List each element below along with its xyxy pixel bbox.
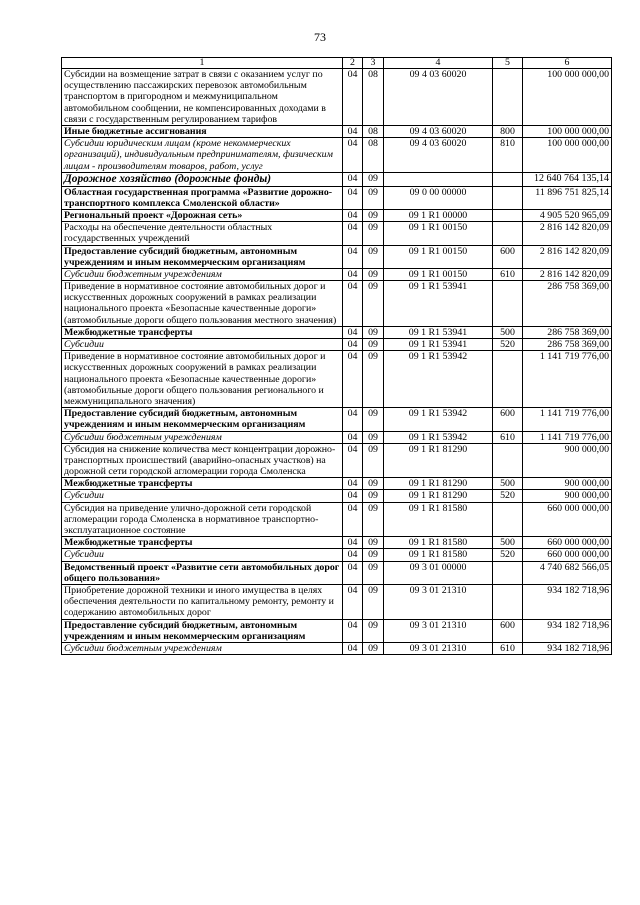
row-section-cell: 04 xyxy=(343,268,363,280)
row-target-article-cell: 09 1 R1 81290 xyxy=(384,443,493,478)
row-target-article-cell: 09 1 R1 00150 xyxy=(384,268,493,280)
row-subsection-cell: 09 xyxy=(363,443,384,478)
row-name-cell: Межбюджетные трансферты xyxy=(62,478,343,490)
table-row xyxy=(62,502,612,537)
row-expense-type-cell xyxy=(493,186,523,209)
row-expense-type-cell: 500 xyxy=(493,326,523,338)
row-name-cell: Иные бюджетные ассигнования xyxy=(62,125,343,137)
row-subsection-cell: 09 xyxy=(363,619,384,642)
row-expense-type-cell xyxy=(493,222,523,245)
row-section-cell: 04 xyxy=(343,478,363,490)
row-name-cell: Дорожное хозяйство (дорожные фонды) xyxy=(62,172,343,186)
row-subsection-cell: 09 xyxy=(363,172,384,186)
row-amount-cell: 100 000 000,00 xyxy=(523,125,612,137)
row-subsection-cell: 09 xyxy=(363,268,384,280)
table-row xyxy=(62,408,612,431)
table-row xyxy=(62,561,612,584)
row-expense-type-cell: 600 xyxy=(493,619,523,642)
row-subsection-cell: 08 xyxy=(363,125,384,137)
table-row xyxy=(62,619,612,642)
row-subsection-cell: 09 xyxy=(363,502,384,537)
table-row xyxy=(62,172,612,186)
row-name-cell: Предоставление субсидий бюджетным, автономным учреждениям и иным некоммерческим организациям xyxy=(62,245,343,268)
row-section-cell: 04 xyxy=(343,245,363,268)
row-expense-type-cell xyxy=(493,443,523,478)
row-name-cell: Предоставление субсидий бюджетным, автономным учреждениям и иным некоммерческим организациям xyxy=(62,619,343,642)
row-name-cell: Приведение в нормативное состояние автомобильных дорог и искусственных дорожных сооружений в рамках реализации национального проекта «Безопасные качественные дороги» (автомобильные дороги общего пользования местного значения) xyxy=(62,281,343,327)
table-row xyxy=(62,209,612,221)
row-name-cell: Субсидии юридическим лицам (кроме некоммерческих организаций), индивидуальным предпринимателям, физическим лицам - производителям товаров, работ, услуг xyxy=(62,138,343,173)
row-subsection-cell: 09 xyxy=(363,431,384,443)
row-expense-type-cell xyxy=(493,209,523,221)
row-section-cell: 04 xyxy=(343,351,363,408)
row-subsection-cell: 09 xyxy=(363,326,384,338)
row-target-article-cell: 09 4 03 60020 xyxy=(384,69,493,126)
table-row xyxy=(62,186,612,209)
row-expense-type-cell: 610 xyxy=(493,268,523,280)
row-subsection-cell: 09 xyxy=(363,408,384,431)
row-name-cell: Субсидии бюджетным учреждениям xyxy=(62,642,343,654)
row-amount-cell: 900 000,00 xyxy=(523,443,612,478)
row-name-cell: Субсидии на возмещение затрат в связи с оказанием услуг по осуществлению пассажирских перевозок автомобильным транспортом в пригородном и межмуниципальном автомобильном сообщении, не компенсированных доходами в связи с государственным регулированием тарифов xyxy=(62,69,343,126)
row-amount-cell: 2 816 142 820,09 xyxy=(523,222,612,245)
row-target-article-cell: 09 4 03 60020 xyxy=(384,138,493,173)
table-row xyxy=(62,490,612,502)
row-name-cell: Областная государственная программа «Развитие дорожно-транспортного комплекса Смоленской области» xyxy=(62,186,343,209)
row-amount-cell: 934 182 718,96 xyxy=(523,584,612,619)
row-section-cell: 04 xyxy=(343,209,363,221)
row-subsection-cell: 09 xyxy=(363,478,384,490)
budget-table xyxy=(61,57,612,655)
row-target-article-cell: 09 1 R1 53941 xyxy=(384,339,493,351)
table-row xyxy=(62,268,612,280)
row-target-article-cell: 09 1 R1 81580 xyxy=(384,537,493,549)
table-row xyxy=(62,138,612,173)
row-subsection-cell: 09 xyxy=(363,584,384,619)
row-expense-type-cell xyxy=(493,172,523,186)
row-name-cell: Предоставление субсидий бюджетным, автономным учреждениям и иным некоммерческим организациям xyxy=(62,408,343,431)
row-subsection-cell: 09 xyxy=(363,222,384,245)
row-target-article-cell: 09 1 R1 00000 xyxy=(384,209,493,221)
row-expense-type-cell: 600 xyxy=(493,245,523,268)
row-name-cell: Субсидии xyxy=(62,339,343,351)
row-expense-type-cell: 610 xyxy=(493,431,523,443)
row-name-cell: Субсидии бюджетным учреждениям xyxy=(62,268,343,280)
row-subsection-cell: 08 xyxy=(363,138,384,173)
row-expense-type-cell xyxy=(493,502,523,537)
row-subsection-cell: 09 xyxy=(363,490,384,502)
row-name-cell: Субсидии xyxy=(62,549,343,561)
row-target-article-cell: 09 1 R1 53942 xyxy=(384,431,493,443)
row-section-cell: 04 xyxy=(343,642,363,654)
table-row xyxy=(62,443,612,478)
row-amount-cell: 1 141 719 776,00 xyxy=(523,431,612,443)
row-expense-type-cell xyxy=(493,69,523,126)
row-subsection-cell: 09 xyxy=(363,245,384,268)
table-row xyxy=(62,549,612,561)
header-col-4: 4 xyxy=(384,58,493,69)
row-expense-type-cell: 800 xyxy=(493,125,523,137)
row-subsection-cell: 09 xyxy=(363,351,384,408)
row-expense-type-cell: 810 xyxy=(493,138,523,173)
row-amount-cell: 286 758 369,00 xyxy=(523,326,612,338)
row-section-cell: 04 xyxy=(343,408,363,431)
row-section-cell: 04 xyxy=(343,537,363,549)
row-section-cell: 04 xyxy=(343,125,363,137)
row-name-cell: Межбюджетные трансферты xyxy=(62,537,343,549)
row-amount-cell: 12 640 764 135,14 xyxy=(523,172,612,186)
row-amount-cell: 286 758 369,00 xyxy=(523,281,612,327)
header-col-5: 5 xyxy=(493,58,523,69)
row-name-cell: Субсидии xyxy=(62,490,343,502)
row-target-article-cell: 09 3 01 21310 xyxy=(384,619,493,642)
row-section-cell: 04 xyxy=(343,619,363,642)
table-row xyxy=(62,222,612,245)
table-row xyxy=(62,245,612,268)
row-amount-cell: 100 000 000,00 xyxy=(523,69,612,126)
page-number: 73 xyxy=(314,30,326,44)
table-row xyxy=(62,339,612,351)
row-name-cell: Субсидия на снижение количества мест концентрации дорожно-транспортных происшествий (аварийно-опасных участков) на дорожной сети городской агломерации города Смоленска xyxy=(62,443,343,478)
table-row xyxy=(62,478,612,490)
row-expense-type-cell: 610 xyxy=(493,642,523,654)
row-amount-cell: 4 740 682 566,05 xyxy=(523,561,612,584)
row-amount-cell: 1 141 719 776,00 xyxy=(523,408,612,431)
row-target-article-cell: 09 1 R1 00150 xyxy=(384,222,493,245)
row-subsection-cell: 09 xyxy=(363,281,384,327)
row-subsection-cell: 09 xyxy=(363,549,384,561)
row-target-article-cell: 09 1 R1 00150 xyxy=(384,245,493,268)
row-section-cell: 04 xyxy=(343,138,363,173)
row-amount-cell: 660 000 000,00 xyxy=(523,537,612,549)
row-section-cell: 04 xyxy=(343,281,363,327)
row-subsection-cell: 09 xyxy=(363,561,384,584)
row-target-article-cell: 09 1 R1 53942 xyxy=(384,351,493,408)
row-subsection-cell: 09 xyxy=(363,209,384,221)
table-row xyxy=(62,431,612,443)
row-section-cell: 04 xyxy=(343,431,363,443)
row-amount-cell: 11 896 751 825,14 xyxy=(523,186,612,209)
row-expense-type-cell: 520 xyxy=(493,339,523,351)
row-target-article-cell: 09 0 00 00000 xyxy=(384,186,493,209)
row-target-article-cell: 09 4 03 60020 xyxy=(384,125,493,137)
row-expense-type-cell: 500 xyxy=(493,537,523,549)
row-target-article-cell: 09 1 R1 81290 xyxy=(384,478,493,490)
table-row xyxy=(62,281,612,327)
header-col-1: 1 xyxy=(62,58,343,69)
row-section-cell: 04 xyxy=(343,222,363,245)
table-row xyxy=(62,642,612,654)
row-name-cell: Приобретение дорожной техники и иного имущества в целях обеспечения деятельности по капитальному ремонту, ремонту и содержанию автомобильных дорог xyxy=(62,584,343,619)
row-expense-type-cell xyxy=(493,351,523,408)
row-name-cell: Региональный проект «Дорожная сеть» xyxy=(62,209,343,221)
row-target-article-cell: 09 1 R1 53942 xyxy=(384,408,493,431)
row-name-cell: Ведомственный проект «Развитие сети автомобильных дорог общего пользования» xyxy=(62,561,343,584)
row-section-cell: 04 xyxy=(343,549,363,561)
row-amount-cell: 1 141 719 776,00 xyxy=(523,351,612,408)
row-amount-cell: 900 000,00 xyxy=(523,490,612,502)
row-section-cell: 04 xyxy=(343,186,363,209)
row-amount-cell: 286 758 369,00 xyxy=(523,339,612,351)
row-target-article-cell xyxy=(384,172,493,186)
row-subsection-cell: 09 xyxy=(363,642,384,654)
row-amount-cell: 660 000 000,00 xyxy=(523,549,612,561)
row-target-article-cell: 09 3 01 00000 xyxy=(384,561,493,584)
row-amount-cell: 4 905 520 965,09 xyxy=(523,209,612,221)
row-target-article-cell: 09 3 01 21310 xyxy=(384,642,493,654)
header-col-6: 6 xyxy=(523,58,612,69)
table-row xyxy=(62,326,612,338)
row-expense-type-cell: 520 xyxy=(493,549,523,561)
row-amount-cell: 660 000 000,00 xyxy=(523,502,612,537)
table-header-row xyxy=(62,58,612,69)
row-amount-cell: 900 000,00 xyxy=(523,478,612,490)
table-row xyxy=(62,351,612,408)
row-expense-type-cell xyxy=(493,561,523,584)
row-target-article-cell: 09 1 R1 53941 xyxy=(384,281,493,327)
row-section-cell: 04 xyxy=(343,172,363,186)
row-section-cell: 04 xyxy=(343,339,363,351)
row-subsection-cell: 08 xyxy=(363,69,384,126)
row-target-article-cell: 09 1 R1 81290 xyxy=(384,490,493,502)
row-name-cell: Межбюджетные трансферты xyxy=(62,326,343,338)
row-amount-cell: 934 182 718,96 xyxy=(523,619,612,642)
row-section-cell: 04 xyxy=(343,490,363,502)
row-name-cell: Субсидия на приведение улично-дорожной сети городской агломерации города Смоленска в нормативное транспортно-эксплуатационное состояние xyxy=(62,502,343,537)
row-target-article-cell: 09 1 R1 81580 xyxy=(384,502,493,537)
row-subsection-cell: 09 xyxy=(363,537,384,549)
row-amount-cell: 2 816 142 820,09 xyxy=(523,268,612,280)
row-expense-type-cell xyxy=(493,584,523,619)
table-row xyxy=(62,537,612,549)
header-col-3: 3 xyxy=(363,58,384,69)
row-name-cell: Субсидии бюджетным учреждениям xyxy=(62,431,343,443)
row-amount-cell: 2 816 142 820,09 xyxy=(523,245,612,268)
row-name-cell: Расходы на обеспечение деятельности областных государственных учреждений xyxy=(62,222,343,245)
row-target-article-cell: 09 1 R1 81580 xyxy=(384,549,493,561)
row-amount-cell: 934 182 718,96 xyxy=(523,642,612,654)
table-row xyxy=(62,584,612,619)
row-section-cell: 04 xyxy=(343,584,363,619)
row-name-cell: Приведение в нормативное состояние автомобильных дорог и искусственных дорожных сооружений в рамках реализации национального проекта «Безопасные качественные дороги» (автомобильные дороги общего пользования регионального и межмуниципального значения) xyxy=(62,351,343,408)
row-subsection-cell: 09 xyxy=(363,186,384,209)
row-section-cell: 04 xyxy=(343,443,363,478)
row-section-cell: 04 xyxy=(343,561,363,584)
table-row xyxy=(62,125,612,137)
row-expense-type-cell xyxy=(493,281,523,327)
row-target-article-cell: 09 1 R1 53941 xyxy=(384,326,493,338)
row-expense-type-cell: 600 xyxy=(493,408,523,431)
row-expense-type-cell: 520 xyxy=(493,490,523,502)
row-amount-cell: 100 000 000,00 xyxy=(523,138,612,173)
row-target-article-cell: 09 3 01 21310 xyxy=(384,584,493,619)
row-section-cell: 04 xyxy=(343,69,363,126)
header-col-2: 2 xyxy=(343,58,363,69)
row-section-cell: 04 xyxy=(343,502,363,537)
row-section-cell: 04 xyxy=(343,326,363,338)
row-expense-type-cell: 500 xyxy=(493,478,523,490)
row-subsection-cell: 09 xyxy=(363,339,384,351)
table-row xyxy=(62,69,612,126)
